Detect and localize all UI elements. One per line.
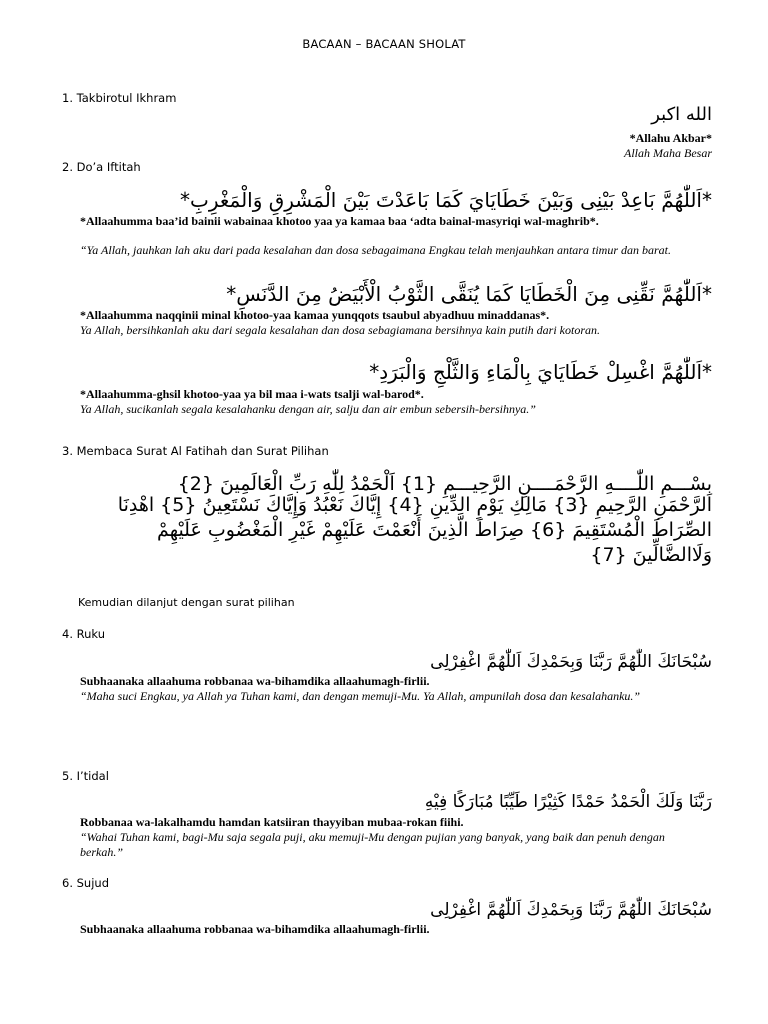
- translation-iftitah-2: Ya Allah, bersihkanlah aku dari segala kesalahan dan dosa sebagiamana bersihnya kain putih dari kotoran.: [80, 323, 600, 337]
- section-heading-takbir: 1. Takbirotul Ikhram: [62, 91, 177, 105]
- arabic-itidal: رَبَّنَا وَلَكَ الْحَمْدُ حَمْدًا كَثِيْرًا طَيِّبًا مُبَارَكًا فِيْهِ: [424, 792, 712, 812]
- translation-ruku: “Maha suci Engkau, ya Allah ya Tuhan kami, dan dengan memuji-Mu. Ya Allah, ampunilah dosa dan kesalahanku.”: [80, 689, 641, 703]
- arabic-fatihah-line-1: بِسْـــمِ اللّٰــــهِ الرَّحْمَــــنِ الرَّحِيـــمِ {1} اَلْحَمْدُ لِلّٰهِ رَبِّ الْعَالَمِينَ {2}: [177, 473, 712, 495]
- section-heading-fatihah: 3. Membaca Surat Al Fatihah dan Surat Pilihan: [62, 444, 329, 458]
- translation-iftitah-3: Ya Allah, sucikanlah segala kesalahanku dengan air, salju dan air embun sebersih-bersihnya.”: [80, 402, 536, 416]
- fatihah-note: Kemudian dilanjut dengan surat pilihan: [78, 596, 295, 609]
- translit-iftitah-2: *Allaahumma naqqinii minal khotoo-yaa kamaa yunqqots tsaubul abyadhuu minaddanas*.: [80, 308, 550, 322]
- translit-ruku: Subhaanaka allaahuma robbanaa wa-bihamdika allaahumagh-firlii.: [80, 674, 430, 688]
- translit-iftitah-3: *Allaahumma-ghsil khotoo-yaa ya bil maa i-wats tsalji wal-barod*.: [80, 387, 424, 401]
- arabic-iftitah-1: *اَللّٰهُمَّ بَاعِدْ بَيْنِى وَبَيْنَ خَطَايَايَ كَمَا بَاعَدْتَ بَيْنَ الْمَشْرِقِ وَالْمَغْرِبِ*: [180, 188, 712, 212]
- translation-itidal: “Wahai Tuhan kami, bagi-Mu saja segala puji, aku memuji-Mu dengan pujian yang banyak, yang baik dan penuh dengan berkah.”: [80, 830, 665, 859]
- translation-iftitah-1: “Ya Allah, jauhkan lah aku dari pada kesalahan dan dosa sebagaimana Engkau telah menjauhkan antara timur dan barat.: [80, 243, 671, 257]
- arabic-takbir: الله اكبر: [651, 104, 712, 125]
- translit-iftitah-1: *Allaahumma baa’id bainii wabainaa khotoo yaa ya kamaa baa ‘adta bainal-masyriqi wal-maghrib*.: [80, 214, 599, 228]
- section-heading-iftitah: 2. Do’a Iftitah: [62, 160, 141, 174]
- translit-takbir: *Allahu Akbar*: [629, 131, 712, 145]
- page-title: BACAAN – BACAAN SHOLAT: [302, 37, 466, 51]
- arabic-fatihah-line-3: الصِّرَاطَ الْمُسْتَقِيمَ {6} صِرَاطَ الَّذِينَ أَنْعَمْتَ عَلَيْهِمْ غَيْرِ الْمَغْضُوبِ عَلَيْهِمْ: [157, 519, 712, 541]
- translation-takbir: Allah Maha Besar: [624, 146, 712, 160]
- section-heading-itidal: 5. I’tidal: [62, 769, 109, 783]
- arabic-ruku: سُبْحَانَكَ اللّٰهُمَّ رَبَّنَا وَبِحَمْدِكَ اَللّٰهُمَّ اغْفِرْلِى: [430, 652, 712, 672]
- arabic-sujud: سُبْحَانَكَ اللّٰهُمَّ رَبَّنَا وَبِحَمْدِكَ اَللّٰهُمَّ اغْفِرْلِى: [430, 900, 712, 920]
- arabic-iftitah-2: *اَللّٰهُمَّ نَقِّنِى مِنَ الْخَطَايَا كَمَا يُنَقَّى الثَّوْبُ الْأَبْيَضُ مِنَ الدَّنَسِ*: [226, 282, 712, 306]
- section-heading-ruku: 4. Ruku: [62, 627, 105, 641]
- arabic-iftitah-3: *اَللّٰهُمَّ اغْسِلْ خَطَايَايَ بِالْمَاءِ وَالثَّلْجِ وَالْبَرَدِ*: [369, 360, 712, 384]
- translit-sujud: Subhaanaka allaahuma robbanaa wa-bihamdika allaahumagh-firlii.: [80, 922, 430, 936]
- translit-itidal: Robbanaa wa-lakalhamdu hamdan katsiiran thayyiban mubaa-rokan fiihi.: [80, 815, 464, 829]
- arabic-fatihah-line-2: الرَّحْمَنِ الرَّحِيمِ {3} مَالِكِ يَوْمِ الدِّينِ {4} إِيَّاكَ نَعْبُدُ وَإِيَّاكَ نَسْتَعِينُ {5} اهْدِنَا: [117, 494, 712, 516]
- section-heading-sujud: 6. Sujud: [62, 876, 109, 890]
- arabic-fatihah-line-4: وَلَاالضَّالِّينَ {7}: [590, 544, 712, 566]
